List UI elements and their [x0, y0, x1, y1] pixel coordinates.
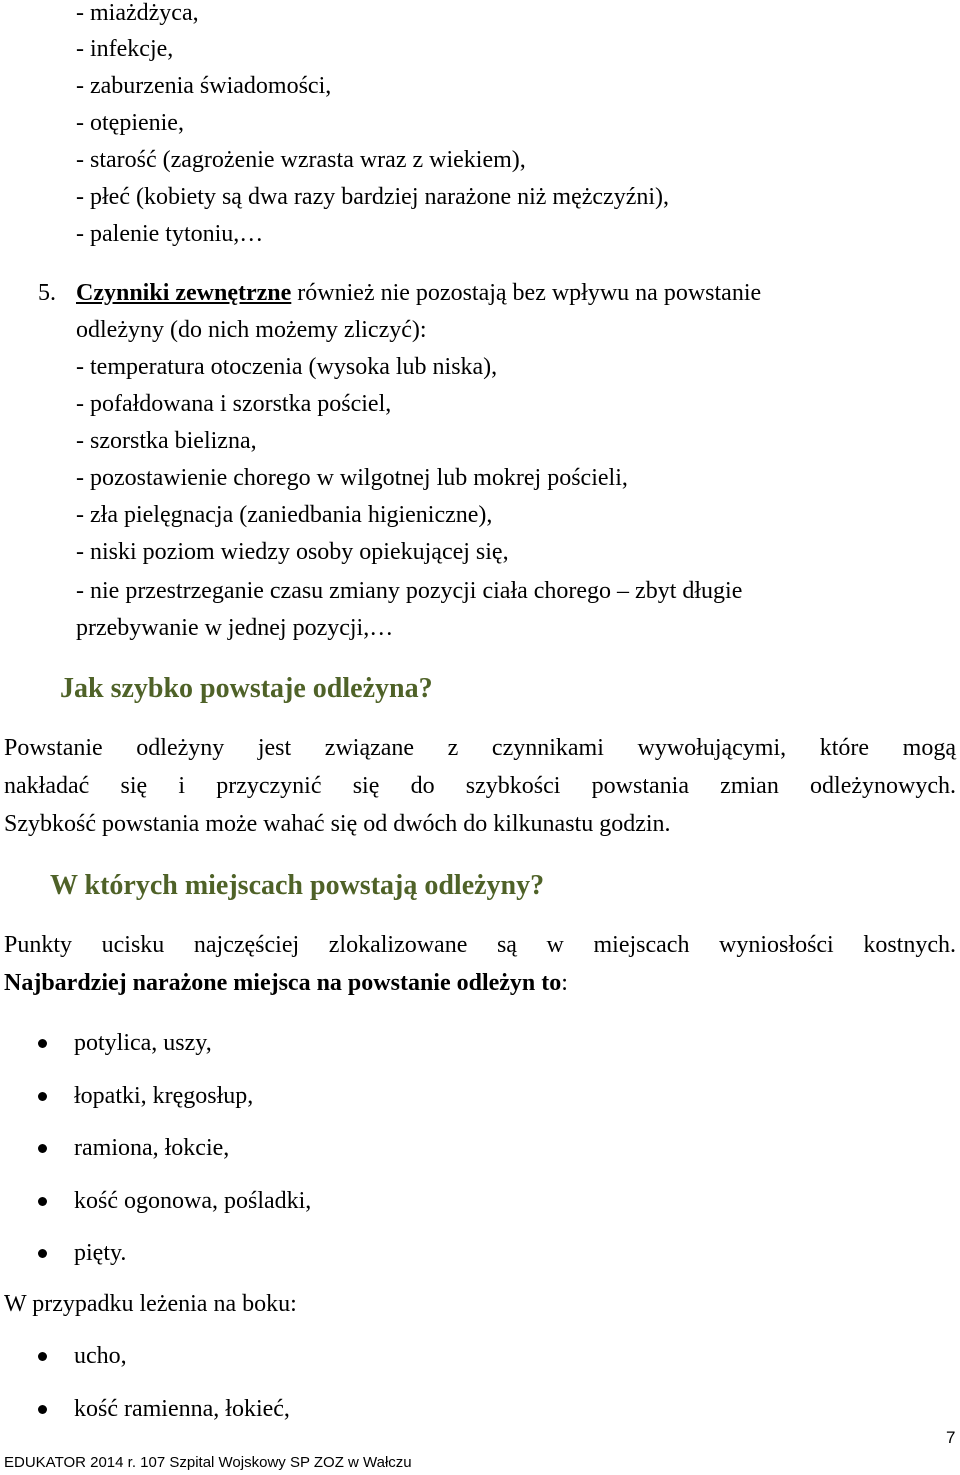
paragraph-line: Punkty ucisku najczęściej zlokalizowane są w miejscach wyniosłości kostnych.: [4, 932, 956, 958]
external-factors-intro: [76, 278, 761, 308]
risk-factor-item: - płeć (kobiety są dwa razy bardziej narażone niż mężczyźni),: [76, 184, 670, 210]
colon: :: [561, 970, 568, 996]
external-factors-title: Czynniki zewnętrzne: [76, 280, 292, 306]
external-factor-item: przebywanie w jednej pozycji,…: [76, 615, 394, 641]
section-heading-speed: Jak szybko powstaje odleżyna?: [60, 673, 433, 704]
list-item-text: ucho,: [74, 1343, 127, 1369]
bullet-icon: [38, 1144, 47, 1153]
external-factors-intro-line2: odleżyny (do nich możemy zliczyć):: [76, 317, 427, 343]
external-factor-item: - pozostawienie chorego w wilgotnej lub mokrej pościeli,: [76, 465, 628, 491]
bullet-icon: [38, 1352, 47, 1361]
paragraph-line: Powstanie odleżyny jest związane z czynnikami wywołującymi, które mogą: [4, 735, 956, 761]
external-factor-item: - temperatura otoczenia (wysoka lub niska),: [76, 354, 498, 380]
page-footer: EDUKATOR 2014 r. 107 Szpital Wojskowy SP ZOZ w Wałczu: [4, 1454, 412, 1471]
list-item-text: ramiona, łokcie,: [74, 1135, 230, 1161]
bullet-icon: [38, 1092, 47, 1101]
bullet-icon: [38, 1039, 47, 1048]
external-factors-intro-rest: również nie pozostają bez wpływu na powstanie: [291, 280, 762, 306]
emphasis-text: Najbardziej narażone miejsca na powstanie odleżyn to: [4, 970, 562, 996]
list-item-text: kość ogonowa, pośladki,: [74, 1188, 312, 1214]
risk-factor-item: - infekcje,: [76, 36, 174, 62]
list-item-text: pięty.: [74, 1240, 127, 1266]
risk-factor-item: - zaburzenia świadomości,: [76, 73, 332, 99]
risk-factor-item: - miażdżyca,: [76, 0, 199, 26]
paragraph-line: nakładać się i przyczynić się do szybkości powstania zmian odleżynowych.: [4, 773, 956, 799]
bullet-icon: [38, 1405, 47, 1414]
risk-factor-item: - otępienie,: [76, 110, 184, 136]
external-factor-item: - nie przestrzeganie czasu zmiany pozycji ciała chorego – zbyt długie: [76, 578, 743, 604]
side-lying-label: W przypadku leżenia na boku:: [4, 1291, 297, 1317]
external-factor-item: - zła pielęgnacja (zaniedbania higieniczne),: [76, 502, 493, 528]
paragraph-line: Szybkość powstania może wahać się od dwóch do kilkunastu godzin.: [4, 811, 671, 837]
section-heading-places: W których miejscach powstają odleżyny?: [50, 870, 545, 901]
list-number: 5.: [38, 280, 56, 306]
paragraph-line-bold: [4, 968, 568, 998]
external-factor-item: - pofałdowana i szorstka pościel,: [76, 391, 392, 417]
page-number: 7: [946, 1428, 956, 1447]
list-item-text: potylica, uszy,: [74, 1030, 212, 1056]
bullet-icon: [38, 1249, 47, 1258]
risk-factor-item: - palenie tytoniu,…: [76, 221, 264, 247]
bullet-icon: [38, 1197, 47, 1206]
external-factor-item: - niski poziom wiedzy osoby opiekującej się,: [76, 539, 509, 565]
list-item-text: kość ramienna, łokieć,: [74, 1396, 290, 1422]
external-factor-item: - szorstka bielizna,: [76, 428, 257, 454]
risk-factor-item: - starość (zagrożenie wzrasta wraz z wiekiem),: [76, 147, 526, 173]
list-item-text: łopatki, kręgosłup,: [74, 1083, 254, 1109]
